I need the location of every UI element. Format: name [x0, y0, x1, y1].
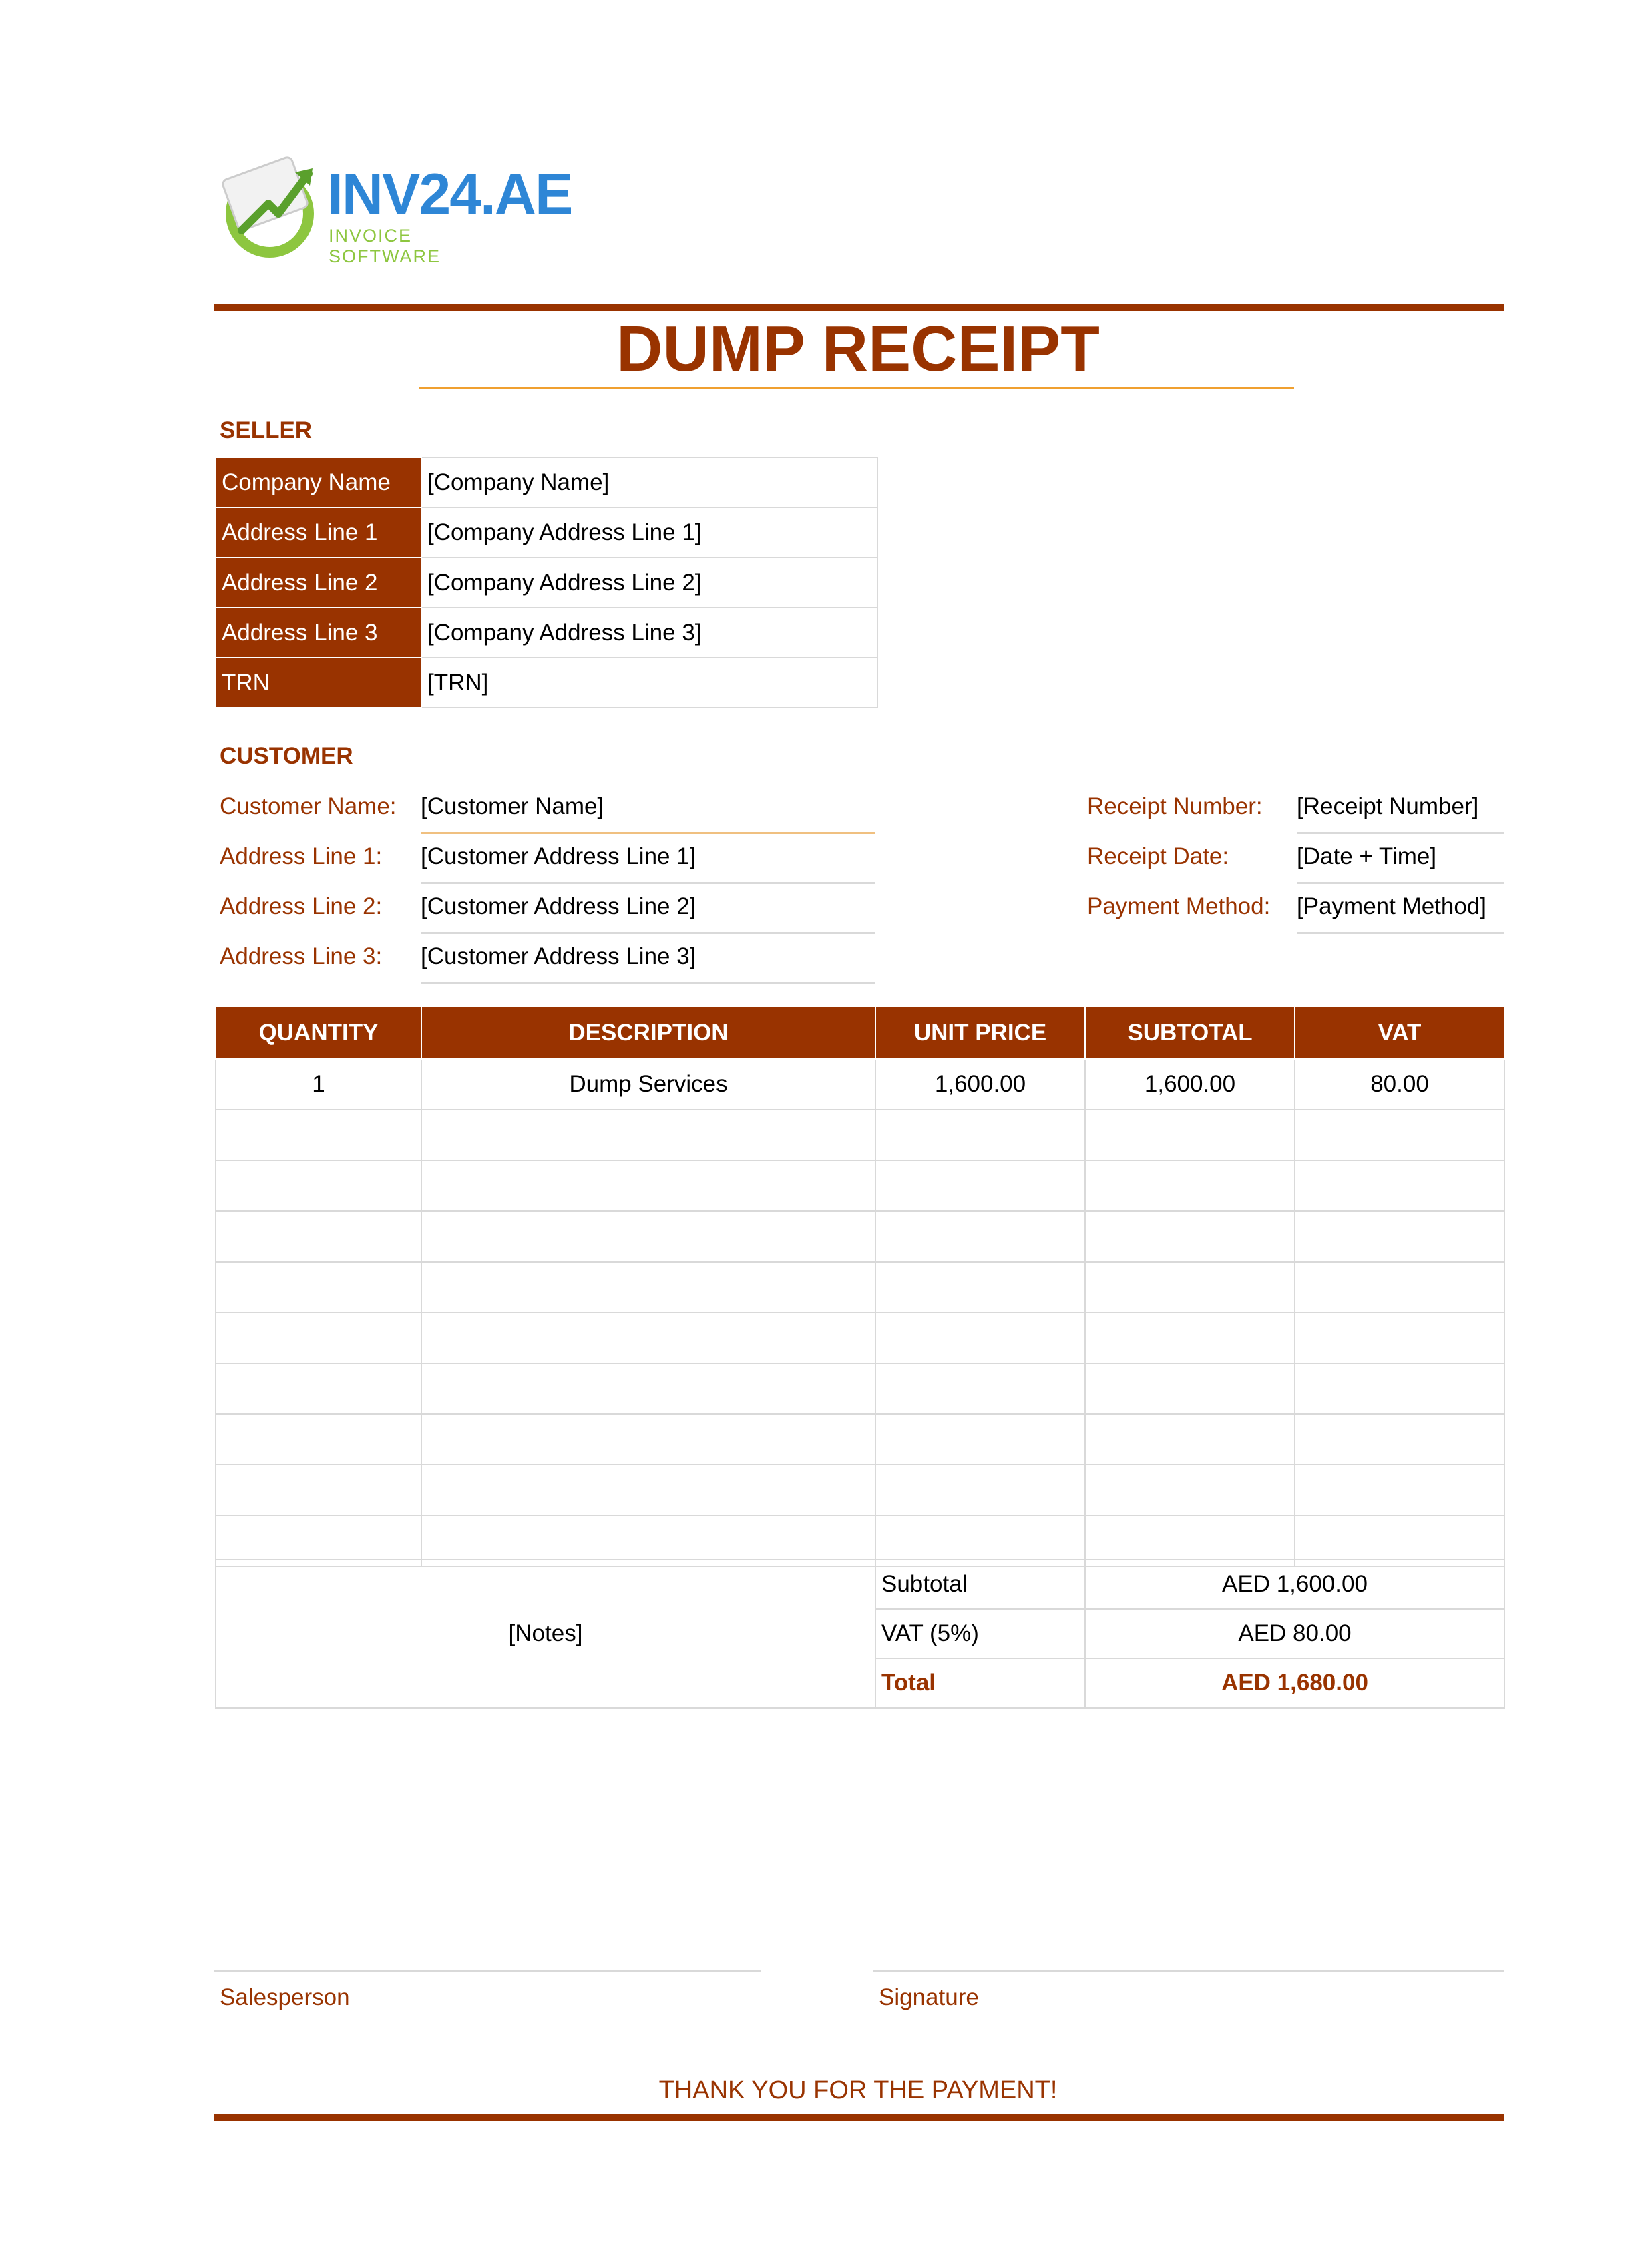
column-header: QUANTITY	[216, 1007, 421, 1059]
cell	[421, 1211, 875, 1262]
logo-brand: INV24.AE	[327, 162, 572, 226]
table-row	[216, 1465, 1504, 1516]
cell	[1295, 1363, 1504, 1414]
vat-label: VAT (5%)	[875, 1609, 1085, 1658]
cell	[1085, 1110, 1295, 1160]
cell	[421, 1110, 875, 1160]
total-value: AED 1,680.00	[1085, 1658, 1504, 1708]
customer-value: [Customer Address Line 2]	[421, 893, 875, 934]
cell	[1085, 1465, 1295, 1516]
cell	[1295, 1160, 1504, 1211]
title-underline	[419, 387, 1294, 389]
table-row	[216, 1110, 1504, 1160]
table-row	[216, 1160, 1504, 1211]
customer-label: Address Line 3:	[220, 943, 383, 969]
table-row	[216, 1363, 1504, 1414]
cell	[216, 1211, 421, 1262]
table-row	[216, 1313, 1504, 1363]
cell	[1295, 1465, 1504, 1516]
items-table	[215, 1006, 1505, 1567]
seller-row	[216, 457, 877, 507]
cell	[1295, 1110, 1504, 1160]
thank-you-message: THANK YOU FOR THE PAYMENT!	[658, 2076, 1058, 2104]
receipt-label: Receipt Date:	[1087, 843, 1229, 869]
signature-label: Signature	[879, 1984, 979, 2010]
seller-heading: SELLER	[220, 417, 313, 443]
cell: 80.00	[1295, 1059, 1504, 1110]
seller-value: [TRN]	[421, 658, 877, 708]
salesperson-label: Salesperson	[220, 1984, 350, 2010]
seller-label: Company Name	[216, 457, 421, 507]
cell	[1085, 1363, 1295, 1414]
cell	[216, 1262, 421, 1313]
seller-label: Address Line 3	[216, 608, 421, 658]
total-label: Total	[875, 1658, 1085, 1708]
logo-tagline: INVOICE SOFTWARE	[329, 226, 441, 266]
cell: 1,600.00	[1085, 1059, 1295, 1110]
salesperson-line	[214, 1970, 761, 1972]
seller-row	[216, 608, 877, 658]
customer-heading: CUSTOMER	[220, 743, 353, 769]
cell	[216, 1160, 421, 1211]
vat-value: AED 80.00	[1085, 1609, 1504, 1658]
cell	[216, 1110, 421, 1160]
cell	[421, 1160, 875, 1211]
cell: 1,600.00	[875, 1059, 1085, 1110]
seller-row	[216, 507, 877, 557]
logo-chart-icon	[215, 154, 322, 260]
cell	[216, 1465, 421, 1516]
seller-label: Address Line 1	[216, 507, 421, 557]
customer-value: [Customer Address Line 1]	[421, 843, 875, 884]
cell: 1	[216, 1059, 421, 1110]
seller-value: [Company Address Line 2]	[421, 557, 877, 608]
cell	[1085, 1262, 1295, 1313]
table-row	[216, 1262, 1504, 1313]
seller-label: Address Line 2	[216, 557, 421, 608]
cell	[1295, 1313, 1504, 1363]
seller-table	[215, 457, 878, 708]
cell	[875, 1160, 1085, 1211]
column-header: SUBTOTAL	[1085, 1007, 1295, 1059]
seller-value: [Company Address Line 3]	[421, 608, 877, 658]
receipt-value: [Receipt Number]	[1297, 793, 1504, 834]
cell	[216, 1414, 421, 1465]
cell	[1085, 1160, 1295, 1211]
cell	[421, 1313, 875, 1363]
table-row	[216, 1059, 1504, 1110]
customer-label: Address Line 1:	[220, 843, 383, 869]
cell	[216, 1313, 421, 1363]
cell	[875, 1465, 1085, 1516]
receipt-value: [Date + Time]	[1297, 843, 1504, 884]
customer-label: Address Line 2:	[220, 893, 383, 919]
cell	[1295, 1262, 1504, 1313]
cell	[875, 1363, 1085, 1414]
table-row	[216, 1211, 1504, 1262]
customer-value: [Customer Address Line 3]	[421, 943, 875, 984]
subtotal-label: Subtotal	[875, 1560, 1085, 1609]
notes-cell: [Notes]	[216, 1560, 875, 1708]
bottom-rule	[214, 2114, 1504, 2121]
document-title: DUMP RECEIPT	[616, 313, 1100, 385]
column-header: DESCRIPTION	[421, 1007, 875, 1059]
cell	[875, 1110, 1085, 1160]
cell	[1295, 1211, 1504, 1262]
cell	[421, 1262, 875, 1313]
cell	[1295, 1414, 1504, 1465]
seller-row	[216, 658, 877, 708]
top-rule	[214, 304, 1504, 311]
cell	[1085, 1211, 1295, 1262]
subtotal-row	[216, 1560, 1504, 1609]
seller-value: [Company Address Line 1]	[421, 507, 877, 557]
seller-row	[216, 557, 877, 608]
seller-label: TRN	[216, 658, 421, 708]
table-row	[216, 1414, 1504, 1465]
customer-value: [Customer Name]	[421, 793, 875, 834]
totals-table	[215, 1559, 1505, 1709]
cell	[875, 1211, 1085, 1262]
items-header-row	[216, 1007, 1504, 1059]
cell	[421, 1363, 875, 1414]
cell	[875, 1262, 1085, 1313]
cell	[1085, 1414, 1295, 1465]
cell	[875, 1313, 1085, 1363]
column-header: UNIT PRICE	[875, 1007, 1085, 1059]
receipt-value: [Payment Method]	[1297, 893, 1504, 934]
column-header: VAT	[1295, 1007, 1504, 1059]
cell	[421, 1414, 875, 1465]
cell	[1085, 1313, 1295, 1363]
cell	[875, 1414, 1085, 1465]
seller-value: [Company Name]	[421, 457, 877, 507]
company-logo	[215, 154, 572, 266]
cell: Dump Services	[421, 1059, 875, 1110]
subtotal-value: AED 1,600.00	[1085, 1560, 1504, 1609]
receipt-label: Receipt Number:	[1087, 793, 1263, 819]
cell	[216, 1363, 421, 1414]
receipt-label: Payment Method:	[1087, 893, 1271, 919]
customer-label: Customer Name:	[220, 793, 397, 819]
signature-line	[873, 1970, 1504, 1972]
cell	[421, 1465, 875, 1516]
